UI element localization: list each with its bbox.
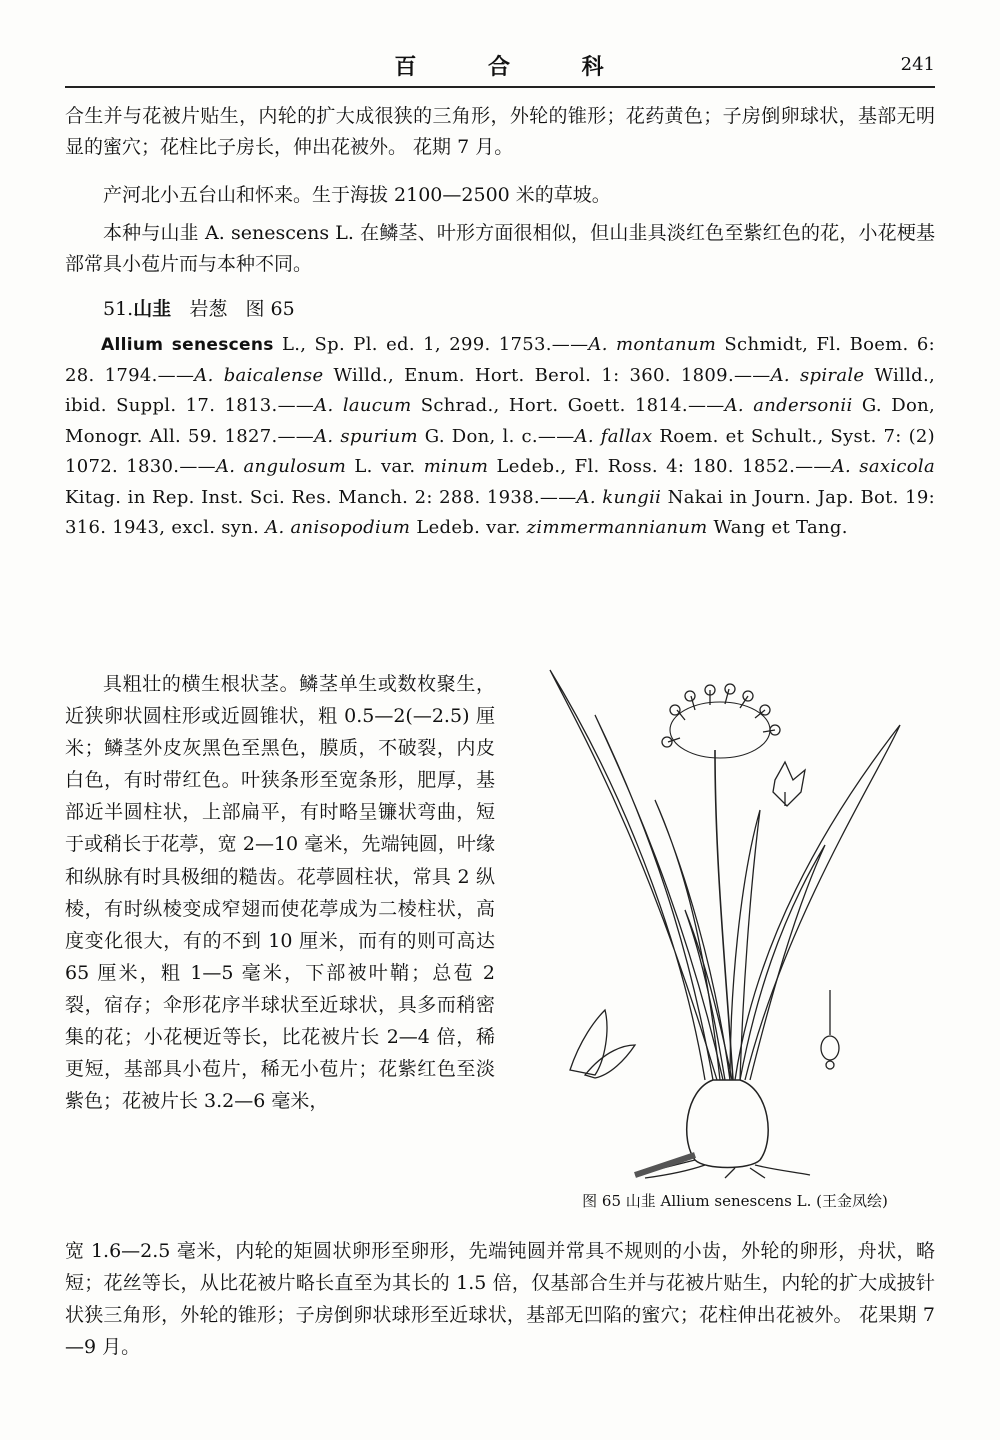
page-number: 241 [900,54,935,75]
paragraph-distribution: 产河北小五台山和怀来。生于海拔 2100—2500 米的草坡。 [103,184,611,206]
citation: G. Don, Monogr. All. 59. 1827.—— [65,395,935,447]
plant-illustration [535,660,935,1180]
citation: Schrad., Hort. Goett. 1814.—— [411,395,725,416]
citation: L., Sp. Pl. ed. 1, 299. 1753.—— [273,334,589,355]
figure-caption: 图 65 山韭 Allium senescens L. (王金凤绘) [582,1192,888,1210]
citation: Roem. et Schult., Syst. 7: (2) 1072. 1830.—— [65,425,936,477]
allium-drawing [535,660,935,1180]
running-head-title: 百 合 科 [394,54,606,80]
synonym-name: A. saxicola [831,456,935,477]
synonym-name: zimmermannianum [526,517,708,538]
synonym-name: A. baicalense [194,364,324,386]
paragraph-continuation: 合生并与花被片贴生，内轮的扩大成很狭的三角形，外轮的锥形；花药黄色；子房倒卵球状，基部无明显的蜜穴；花柱比子房长，伸出花被外。 花期 7 月。 [65,105,935,158]
paragraph-comparison: 本种与山韭 A. senescens L. 在鳞茎、叶形方面很相似，但山韭具淡红色至紫红色的花，小花梗基部常具小苞片而与本种不同。 [65,222,935,275]
synonym-name: A. fallax [574,425,653,447]
description-left-column: 具粗壮的横生根状茎。鳞茎单生或数枚聚生，近狭卵状圆柱形或近圆锥状，粗 0.5—2(—2.5) 厘米；鳞茎外皮灰黑色至黑色，膜质，不破裂，内皮白色，有时带红色。叶狭条形至宽条形，肥厚，基部近半圆柱状，上部扁平，有时略呈镰状弯曲，短于或稍长于花葶，宽 2—10 毫米，先端钝圆，叶缘和纵脉有时具极细的糙齿。花葶圆柱状，常具 2 纵棱，有时纵棱变成窄翅而使花葶成为二棱柱状，高度变化很大，有的不到 10 厘米，而有的则可高达 65 厘米，粗 1—5 毫米，下部被叶鞘；总苞 2 裂，宿存；伞形花序半球状至近球状，具多而稍密集的花；小花梗近等长，比花被片长 2—4 倍，稀更短，基部具小苞片，稀无小苞片；花紫红色至淡紫色；花被片长 3.2—6 毫米， [65,673,495,1113]
synonym-name: A. laucum [314,395,412,416]
synonym-name: A. montanum [588,334,717,355]
synonym-name: A. anisopodium [265,517,411,538]
synonym-name: A. angulosum [215,456,347,477]
citation: G. Don, l. c.—— [417,425,575,447]
species-number: 51. [103,298,134,320]
synonymy-block [65,330,935,544]
synonym-name: A. kungii [576,486,662,508]
citation: Willd., Enum. Hort. Berol. 1: 360. 1809.—— [323,364,771,386]
citation: Willd., ibid. Suppl. 17. 1813.—— [65,364,935,416]
citation: Wang et Tang. [707,517,848,538]
synonym-name: A. spirale [770,364,865,386]
description-bottom: 宽 1.6—2.5 毫米，内轮的矩圆状卵形至卵形，先端钝圆并常具不规则的小齿，外轮的卵形，舟状，略短；花丝等长，从比花被片略长直至为其长的 1.5 倍，仅基部合生并与花被片贴生，内轮的扩大成披针状狭三角形，外轮的锥形；子房倒卵状球形至近球状，基部无凹陷的蜜穴；花柱伸出花被外。 花果期 7—9 月。 [65,1240,935,1359]
citation: Ledeb., Fl. Ross. 4: 180. 1852.—— [488,456,832,477]
accepted-name: Allium senescens [101,335,274,355]
species-name: 山韭 [133,298,172,320]
species-heading [65,294,935,325]
citation: L. var. [346,456,424,477]
header-rule [65,86,935,88]
synonym-name: minum [423,456,489,477]
figure-reference: 图 65 [245,298,295,320]
synonym-name: A. spurium [314,425,418,447]
synonym-name: A. andersonii [724,395,853,416]
citation: Nakai in Journ. Jap. Bot. 19: 316. 1943, excl. syn. [65,486,935,538]
citation: Ledeb. var. [410,517,527,538]
citation: Kitag. in Rep. Inst. Sci. Res. Manch. 2: 288. 1938.—— [65,486,577,508]
citation: Schmidt, Fl. Boem. 6: 28. 1794.—— [65,334,935,386]
species-alt-name: 岩葱 [189,298,228,320]
running-head [65,48,935,84]
